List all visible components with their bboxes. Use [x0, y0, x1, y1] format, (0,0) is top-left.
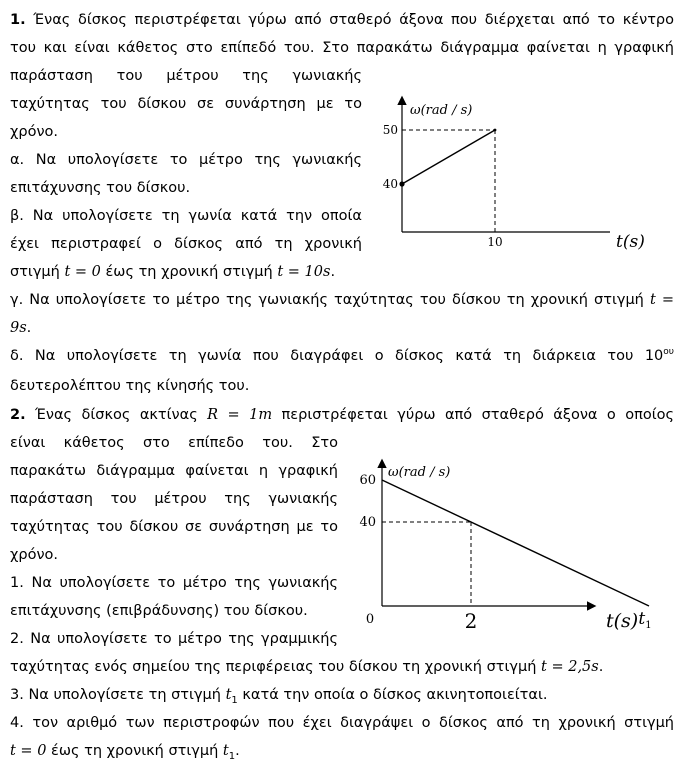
- p1-question-b-line-2: έχει περιστραφεί ο δίσκος από τη χρονική: [10, 236, 362, 252]
- p2-q2-text: ταχύτητας ενός σημείου της περιφέρειας του δίσκου τη χρονική στιγμή: [10, 659, 542, 675]
- p1-line-4: ταχύτητας του δίσκου σε συνάρτηση με το: [10, 96, 362, 112]
- p1-question-g-line-2: [10, 319, 31, 337]
- p1-b3-math-2: t = 10s: [277, 264, 331, 280]
- p2-q4-end: .: [235, 743, 240, 759]
- chart-2-ytick: 60: [359, 473, 376, 488]
- chart-2-ytick: 40: [359, 515, 376, 530]
- p1-line-5: χρόνο.: [10, 124, 59, 140]
- p2-line-3: παρακάτω διάγραμμα φαίνεται η γραφική: [10, 463, 338, 479]
- p1-text-1: Ένας δίσκος περιστρέφεται γύρω από σταθερό άξονα που διέρχεται από το κέντρο: [33, 12, 675, 28]
- p1-d1-superscript: ου: [663, 347, 674, 357]
- chart-1-xtick: 10: [487, 235, 503, 249]
- p2-q3-math: t: [225, 687, 232, 703]
- p2-question-2-line-2: [10, 658, 603, 676]
- chart-2-ylabel: ω(rad / s): [388, 465, 451, 480]
- p2-q4-math-1: t = 0: [10, 743, 47, 759]
- p1-b3-text-c: .: [330, 264, 336, 280]
- chart-2-ytick: 0: [365, 612, 375, 627]
- p1-line-3: παράσταση του μέτρου της γωνιακής: [10, 68, 362, 84]
- p1-g2-text: .: [26, 320, 32, 336]
- chart-1-point-start: [399, 181, 404, 186]
- p2-line-2: είναι κάθετος στο επίπεδο του. Στο: [10, 435, 338, 451]
- chart-2-series-line: [382, 480, 649, 606]
- p1-g2-math: 9s: [10, 320, 27, 336]
- chart-1-point-end: [494, 129, 497, 132]
- p2-line-1: [10, 406, 674, 424]
- chart-1-ylabel: ω(rad / s): [410, 103, 473, 118]
- chart-1: [380, 90, 679, 255]
- chart-1-ytick: 40: [382, 177, 398, 191]
- p2-text-1b: περιστρέφεται γύρω από σταθερό άξονα ο οποίος: [272, 407, 674, 423]
- p1-number: 1.: [10, 12, 26, 28]
- p2-question-4-line-2: [10, 742, 240, 766]
- p1-question-g-line-1: [10, 291, 674, 309]
- p2-q3-sub: 1: [231, 694, 238, 706]
- p1-d1-text: δ. Να υπολογίσετε τη γωνία που διαγράφει ο δίσκος κατά τη διάρκεια του 10: [10, 348, 664, 364]
- p2-line-4: παράσταση του μέτρου της γωνιακής: [10, 491, 338, 507]
- p1-b3-math-1: t = 0: [64, 264, 101, 280]
- p2-q4-sub: 1: [228, 750, 236, 762]
- p1-g1-math: t =: [649, 292, 674, 308]
- p1-question-b-line-3: [10, 263, 335, 281]
- p2-line-5: ταχύτητας του δίσκου σε συνάρτηση με το: [10, 519, 338, 535]
- p2-question-2-line-1: 2. Να υπολογίσετε το μέτρο της γραμμικής: [10, 631, 338, 647]
- p1-line-2: του και είναι κάθετος στο επίπεδό του. Στο παρακάτω διάγραμμα φαίνεται η γραφική: [10, 40, 674, 56]
- chart-1-series-line: [402, 130, 495, 184]
- p2-q2-end: .: [598, 659, 604, 675]
- chart-1-xlabel: t(s): [616, 232, 645, 252]
- p2-line-6: χρόνο.: [10, 547, 59, 563]
- chart-2: [352, 455, 652, 635]
- p1-question-d-line-1: [10, 347, 674, 365]
- chart-2-xtick: 2: [464, 609, 478, 633]
- p2-question-1-line-2: επιτάχυνσης (επιβράδυνσης) του δίσκου.: [10, 603, 308, 619]
- chart-2-xtick: $t_1$: [638, 609, 652, 631]
- p2-q3-text-a: 3. Να υπολογίσετε τη στιγμή: [10, 687, 226, 703]
- p1-question-a-line-2: επιτάχυνσης του δίσκου.: [10, 180, 191, 196]
- p1-b3-text-b: έως τη χρονική στιγμή: [100, 264, 278, 280]
- p2-q3-text-b: κατά την οποία ο δίσκος ακινητοποιείται.: [237, 687, 548, 703]
- p2-math-radius: R = 1m: [207, 407, 273, 423]
- p1-line-1: [10, 11, 674, 29]
- p2-q4-math-2: t: [222, 743, 229, 759]
- chart-2-xlabel: t(s): [606, 610, 639, 632]
- p2-question-3: [10, 686, 548, 710]
- p1-g1-text: γ. Να υπολογίσετε το μέτρο της γωνιακής ταχύτητας του δίσκου τη χρονική στιγμή: [10, 292, 650, 308]
- chart-1-ytick: 50: [382, 123, 398, 137]
- p2-number: 2.: [10, 407, 26, 423]
- p2-q4-text: έως τη χρονική στιγμή: [46, 743, 223, 759]
- p1-b3-text-a: στιγμή: [10, 264, 65, 280]
- p2-q2-math: t = 2,5s: [541, 659, 599, 675]
- p2-question-1-line-1: 1. Να υπολογίσετε το μέτρο της γωνιακής: [10, 575, 338, 591]
- p2-text-1a: Ένας δίσκος ακτίνας: [25, 407, 208, 423]
- p1-question-d-line-2: δευτερολέπτου της κίνησής του.: [10, 378, 250, 394]
- p1-question-b-line-1: β. Να υπολογίσετε τη γωνία κατά την οποία: [10, 208, 362, 224]
- p1-question-a-line-1: α. Να υπολογίσετε το μέτρο της γωνιακής: [10, 152, 362, 168]
- p2-question-4-line-1: 4. τον αριθμό των περιστροφών που έχει διαγράψει ο δίσκος από τη χρονική στιγμή: [10, 715, 674, 731]
